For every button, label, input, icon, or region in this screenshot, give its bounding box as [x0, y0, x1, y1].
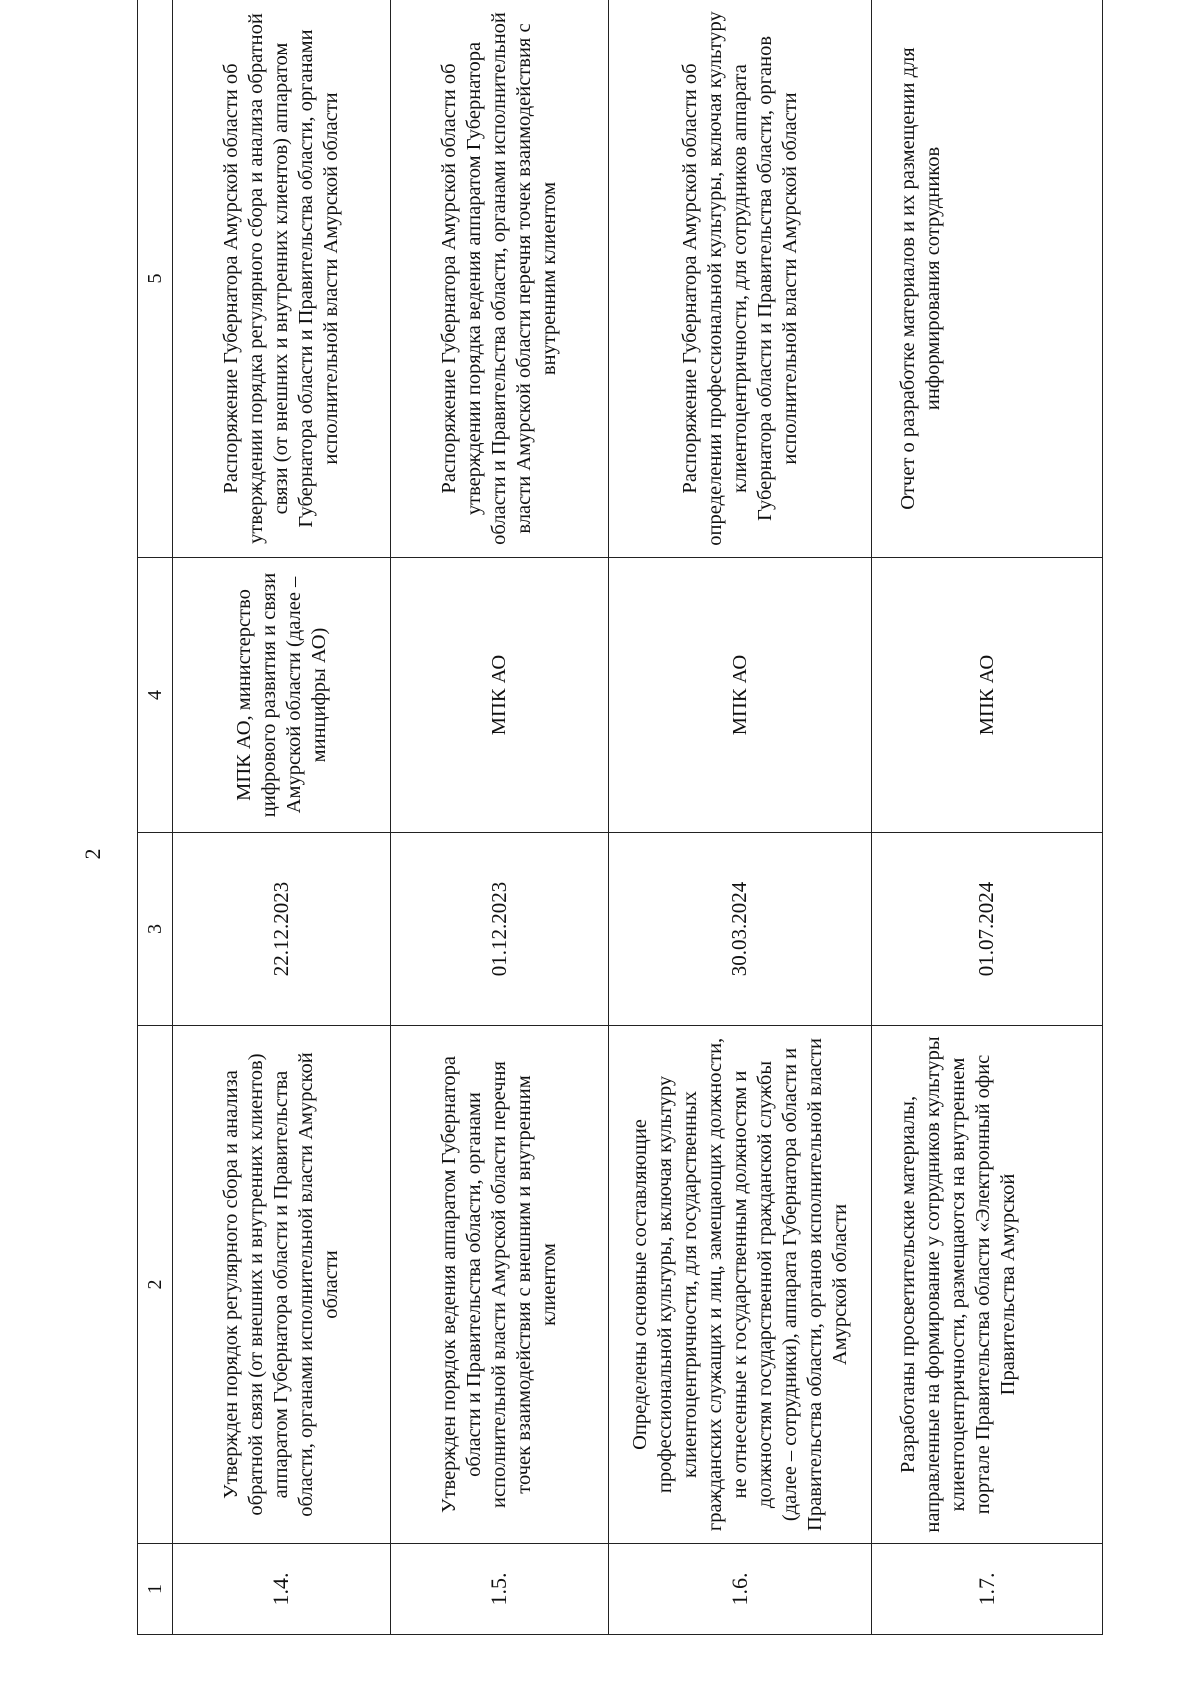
row-number: 1.5.: [391, 1544, 609, 1635]
table-row: [609, 0, 872, 1635]
row-date: 01.07.2024: [872, 833, 1103, 1026]
column-header-1: 1: [138, 1544, 173, 1635]
row-result: Распоряжение Губернатора Амурской области об утверждении порядка ведения аппаратом Губернатора области и Правительства области, органами исполнительной власти Амурской области перечня точек взаимодействия с внутренним клиентом: [391, 0, 609, 558]
row-responsible: МПК АО, министерство цифрового развития и связи Амурской области (далее – минцифры АО): [173, 558, 391, 833]
column-number-row: [138, 0, 173, 1635]
plan-table: [137, 0, 1103, 1635]
row-result: Распоряжение Губернатора Амурской области об утверждении порядка регулярного сбора и анализа обратной связи (от внешних и внутренних клиентов) аппаратом Губернатора области и Правительства области, органами исполнительной власти Амурской области: [173, 0, 391, 558]
column-header-4: 4: [138, 558, 173, 833]
row-responsible: МПК АО: [872, 558, 1103, 833]
row-date: 30.03.2024: [609, 833, 872, 1026]
row-responsible: МПК АО: [609, 558, 872, 833]
table-row: [872, 0, 1103, 1635]
row-result: Распоряжение Губернатора Амурской области об определении профессиональной культуры, включая культуру клиентоцентричности, для сотрудников аппарата Губернатора области и Правительства области, органов исполнительной власти Амурской области: [609, 0, 872, 558]
row-result: Отчет о разработке материалов и их размещении для информирования сотрудников: [872, 0, 1103, 558]
row-event: Утвержден порядок ведения аппаратом Губернатора области и Правительства области, органами исполнительной власти Амурской области перечня точек взаимодействия с внешним и внутренним клиентом: [391, 1026, 609, 1544]
rotated-table-container: [137, 11, 1067, 1635]
row-event: Разработаны просветительские материалы, направленные на формирование у сотрудников культуры клиентоцентричности, размещаются на внутреннем портале Правительства области «Электронный офис Правительства Амурской: [872, 1026, 1103, 1544]
row-responsible: МПК АО: [391, 558, 609, 833]
row-date: 22.12.2023: [173, 833, 391, 1026]
row-event: Утвержден порядок регулярного сбора и анализа обратной связи (от внешних и внутренних клиентов) аппаратом Губернатора области и Правительства области, органами исполнительной власти Амурской области: [173, 1026, 391, 1544]
page-number: 2: [80, 848, 105, 860]
row-event: Определены основные составляющие профессиональной культуры, включая культуру клиентоцентричности, для государственных гражданских служащих и лиц, замещающих должности, не отнесенные к государственным должностям и должностям государственной гражданской службы (далее – сотрудники), аппарата Губернатора области и Правительства области, органов исполнительной власти Амурской области: [609, 1026, 872, 1544]
row-number: 1.7.: [872, 1544, 1103, 1635]
row-number: 1.6.: [609, 1544, 872, 1635]
column-header-2: 2: [138, 1026, 173, 1544]
column-header-5: 5: [138, 0, 173, 558]
table-row: [391, 0, 609, 1635]
row-date: 01.12.2023: [391, 833, 609, 1026]
column-header-3: 3: [138, 833, 173, 1026]
row-number: 1.4.: [173, 1544, 391, 1635]
table-row: [173, 0, 391, 1635]
